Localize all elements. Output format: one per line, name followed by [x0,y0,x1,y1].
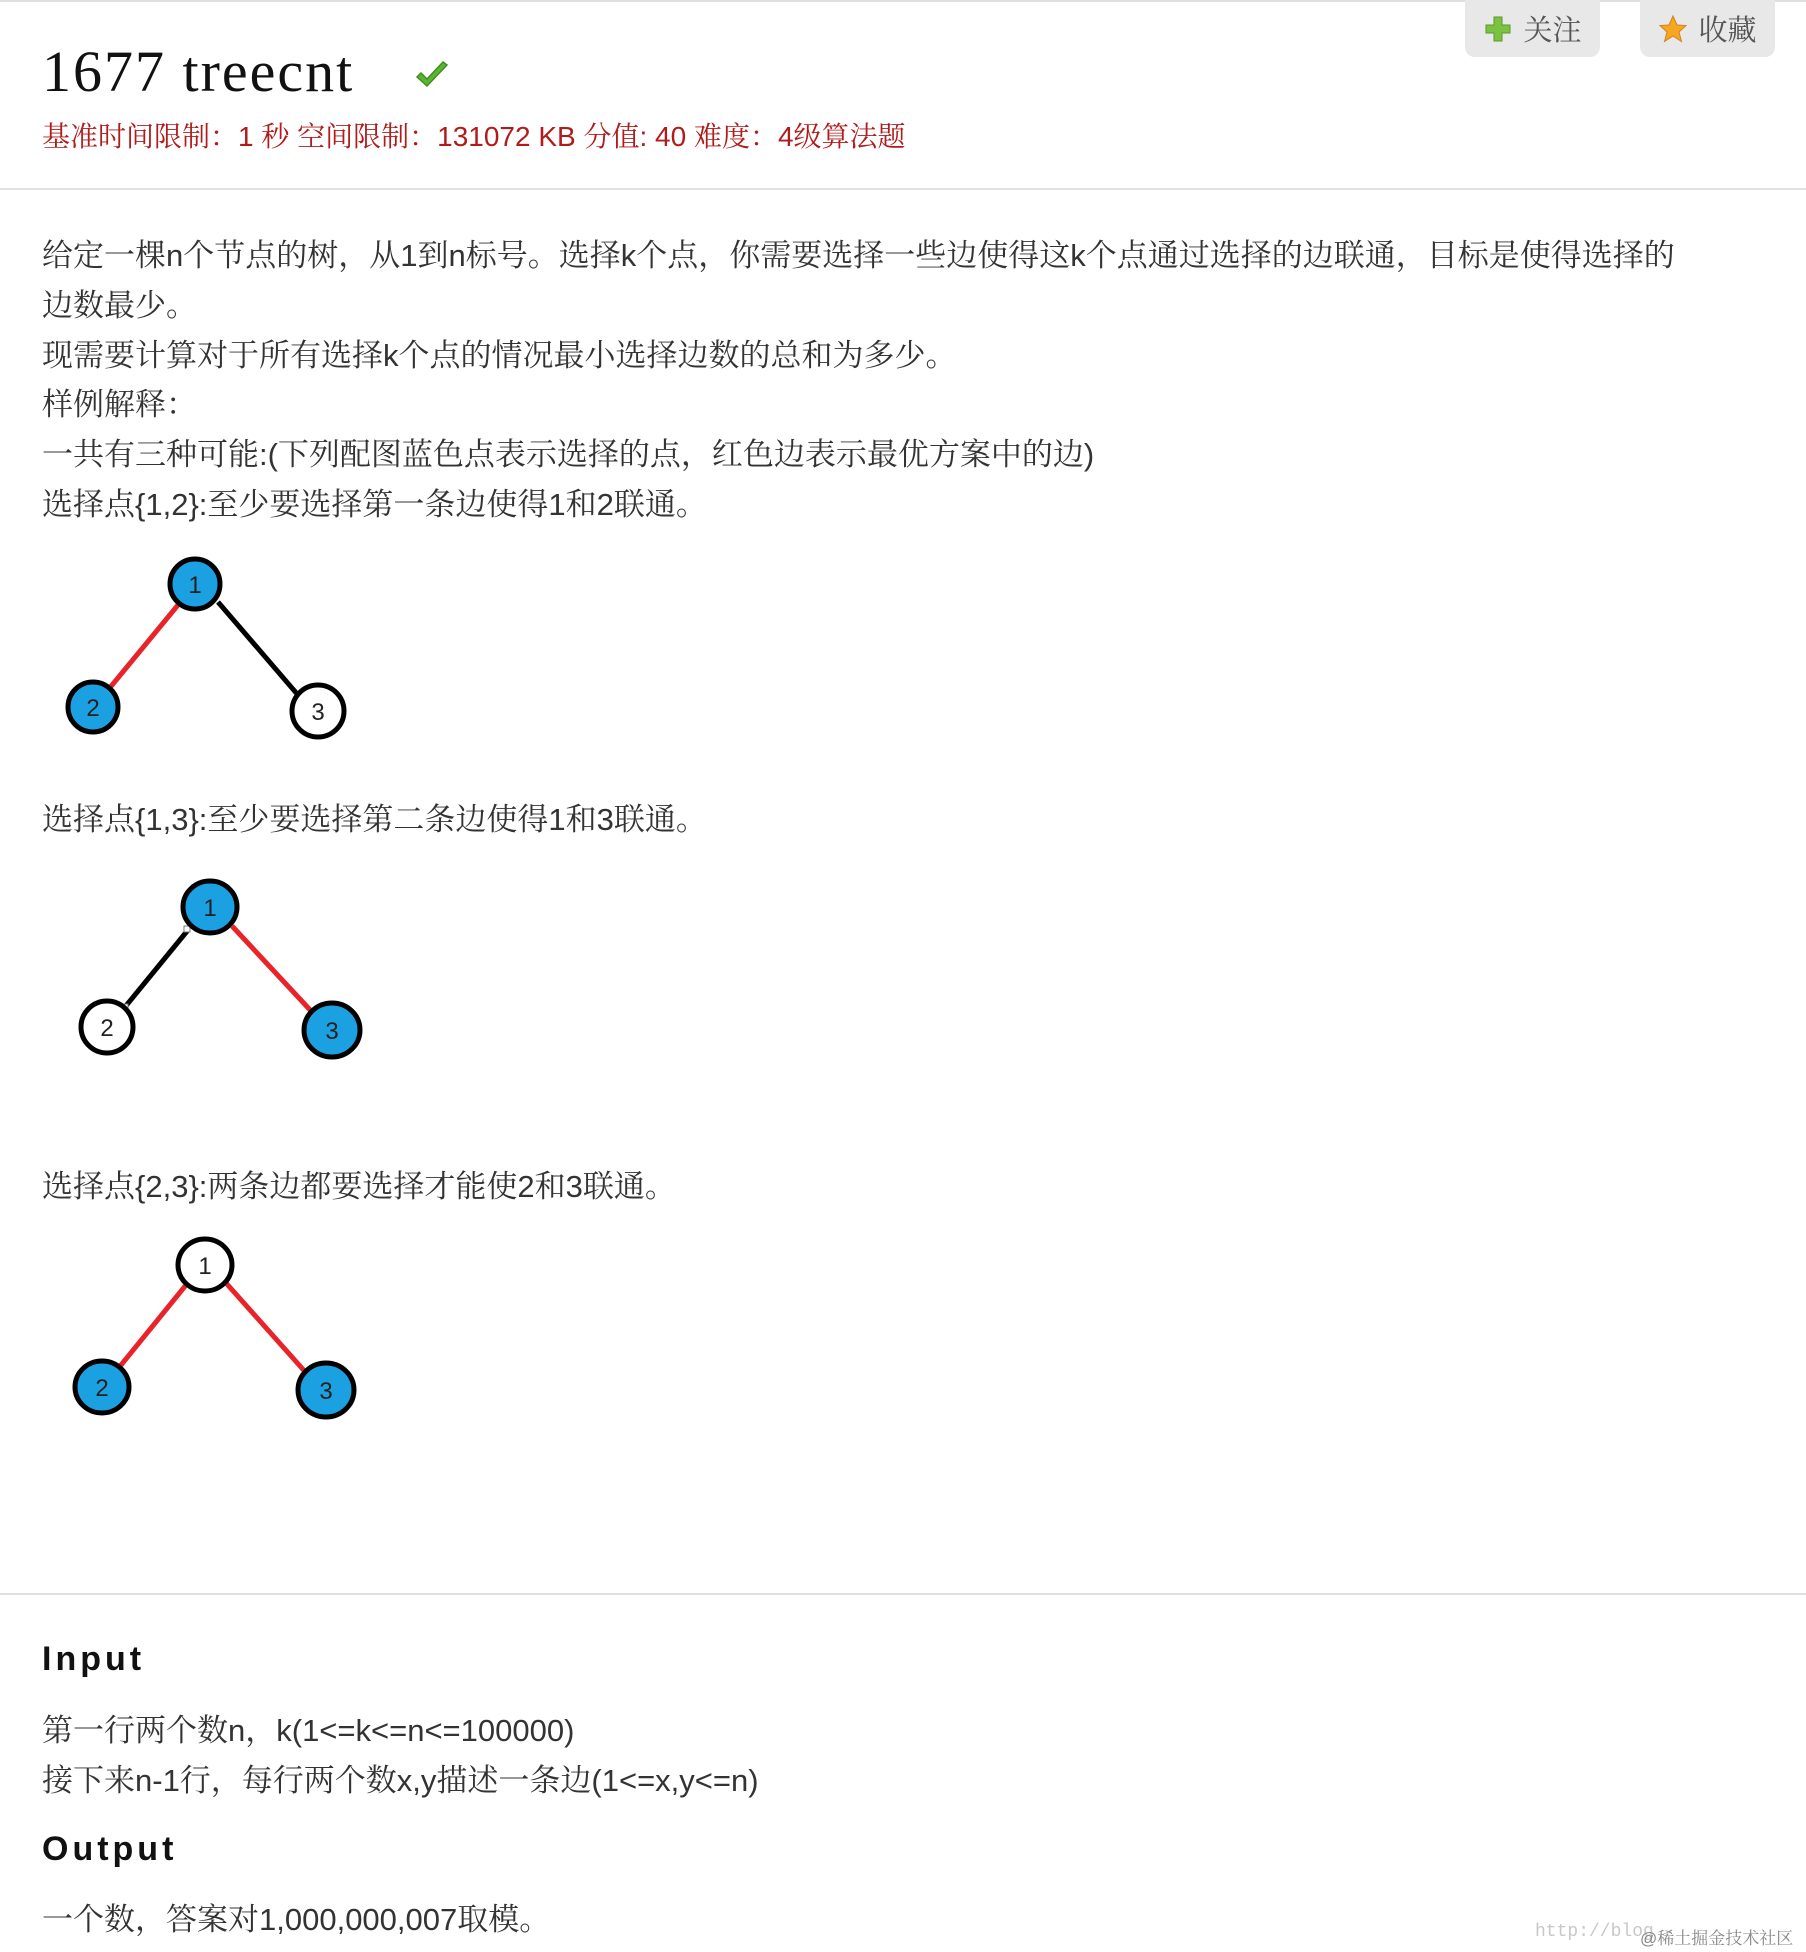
desc-line-1: 给定一棵n个节点的树，从1到n标号。选择k个点，你需要选择一些边使得这k个点通过选择的边联通，目标是使得选择的 [42,238,1675,273]
svg-text:2: 2 [95,1375,109,1402]
example-3-text: 选择点{2,3}:两条边都要选择才能使2和3联通。 [42,1169,676,1204]
problem-meta: 基准时间限制：1 秒 空间限制：131072 KB 分值: 40 难度：4级算法题 [42,121,906,152]
favorite-label: 收藏 [1698,15,1757,47]
favorite-button[interactable] [1640,0,1775,57]
plus-icon [1483,14,1513,44]
output-heading: Output [42,1830,178,1868]
tree-diagram-1 [0,530,450,770]
svg-text:1: 1 [203,895,217,922]
svg-text:3: 3 [319,1378,333,1405]
tree-diagram-3 [0,1220,450,1440]
svg-text:1: 1 [188,572,202,599]
watermark-site: @稀土掘金技术社区 [1640,1929,1794,1948]
example-2-text: 选择点{1,3}:至少要选择第二条边使得1和3联通。 [42,802,707,837]
input-line-1: 第一行两个数n，k(1<=k<=n<=100000) [42,1713,575,1748]
svg-text:2: 2 [100,1015,114,1042]
desc-line-2: 边数最少。 [42,288,197,323]
follow-label: 关注 [1523,15,1582,47]
svg-text:3: 3 [311,699,325,726]
svg-text:2: 2 [86,695,100,722]
input-line-2: 接下来n-1行，每行两个数x,y描述一条边(1<=x,y<=n) [42,1763,759,1798]
desc-line-3: 现需要计算对于所有选择k个点的情况最小选择边数的总和为多少。 [42,338,957,373]
problem-title: 1677 treecnt [42,39,355,104]
check-icon [414,60,450,92]
example-1-text: 选择点{1,2}:至少要选择第一条边使得1和2联通。 [42,487,707,522]
svg-text:3: 3 [325,1018,339,1045]
output-line-1: 一个数，答案对1,000,000,007取模。 [42,1902,551,1937]
star-icon [1658,14,1688,44]
desc-line-4: 样例解释： [42,387,197,422]
follow-button[interactable] [1465,0,1600,57]
section-divider [0,1593,1806,1595]
header-divider [0,188,1806,190]
tree-diagram-2 [0,860,450,1080]
watermark-url: http://blog [1535,1922,1654,1942]
input-heading: Input [42,1640,146,1678]
svg-text:1: 1 [198,1253,212,1280]
desc-line-5: 一共有三种可能:(下列配图蓝色点表示选择的点，红色边表示最优方案中的边) [42,437,1095,472]
